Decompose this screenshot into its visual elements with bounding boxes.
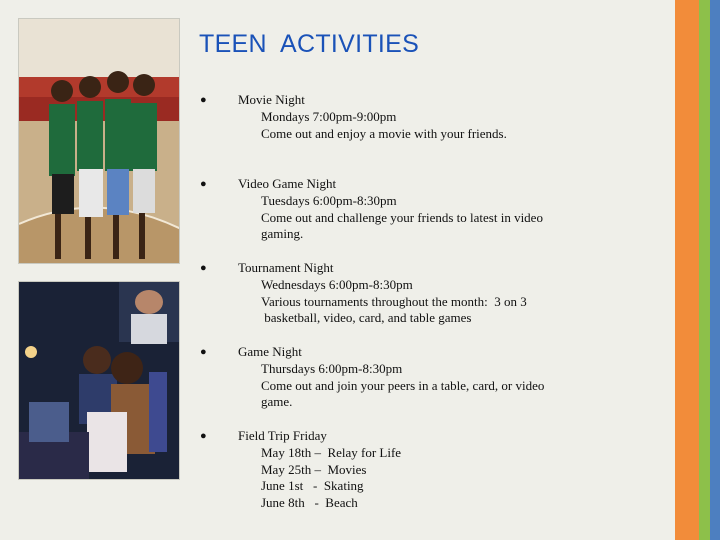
bullet-icon: ● [200, 262, 207, 274]
activity-detail: June 1st - Skating [261, 478, 364, 494]
activity-detail: Come out and enjoy a movie with your friends. [261, 125, 507, 141]
list-item [200, 260, 600, 344]
activity-title: Movie Night [238, 92, 305, 107]
page-title: TEEN ACTIVITIES [199, 30, 420, 58]
activity-detail: Wednesdays 6:00pm-8:30pm [261, 276, 413, 292]
decorative-stripes [675, 0, 720, 540]
activities-list [200, 92, 600, 512]
activity-detail: basketball, video, card, and table games [261, 310, 472, 326]
activity-title: Video Game Night [238, 176, 337, 191]
activity-detail: Thursdays 6:00pm-8:30pm [261, 360, 403, 376]
activity-detail: June 8th - Beach [261, 495, 358, 511]
bullet-icon: ● [200, 178, 207, 190]
list-item [200, 344, 600, 428]
bullet-icon: ● [200, 346, 207, 358]
list-item [200, 92, 600, 176]
bullet-icon: ● [200, 94, 207, 106]
activity-detail: May 18th – Relay for Life [261, 444, 402, 460]
activity-detail: Come out and challenge your friends to latest in video [261, 209, 543, 225]
list-item [200, 428, 600, 512]
activity-title: Game Night [238, 344, 302, 359]
teens-group-photo [18, 281, 180, 480]
activity-detail: May 25th – Movies [261, 461, 367, 477]
activity-title: Tournament Night [238, 260, 334, 275]
activity-detail: game. [261, 394, 293, 410]
activity-title: Field Trip Friday [238, 428, 327, 443]
blue-stripe [710, 0, 720, 540]
activity-detail: Tuesdays 6:00pm-8:30pm [261, 192, 397, 208]
activity-detail: Various tournaments throughout the month: 3 on 3 [261, 293, 527, 309]
bullet-icon: ● [200, 430, 207, 442]
activity-detail: Come out and join your peers in a table, card, or video [261, 377, 545, 393]
list-item [200, 176, 600, 260]
green-stripe [699, 0, 710, 540]
activity-detail: gaming. [261, 226, 304, 242]
basketball-team-photo [18, 18, 180, 264]
orange-stripe [675, 0, 699, 540]
activity-detail: Mondays 7:00pm-9:00pm [261, 108, 397, 124]
